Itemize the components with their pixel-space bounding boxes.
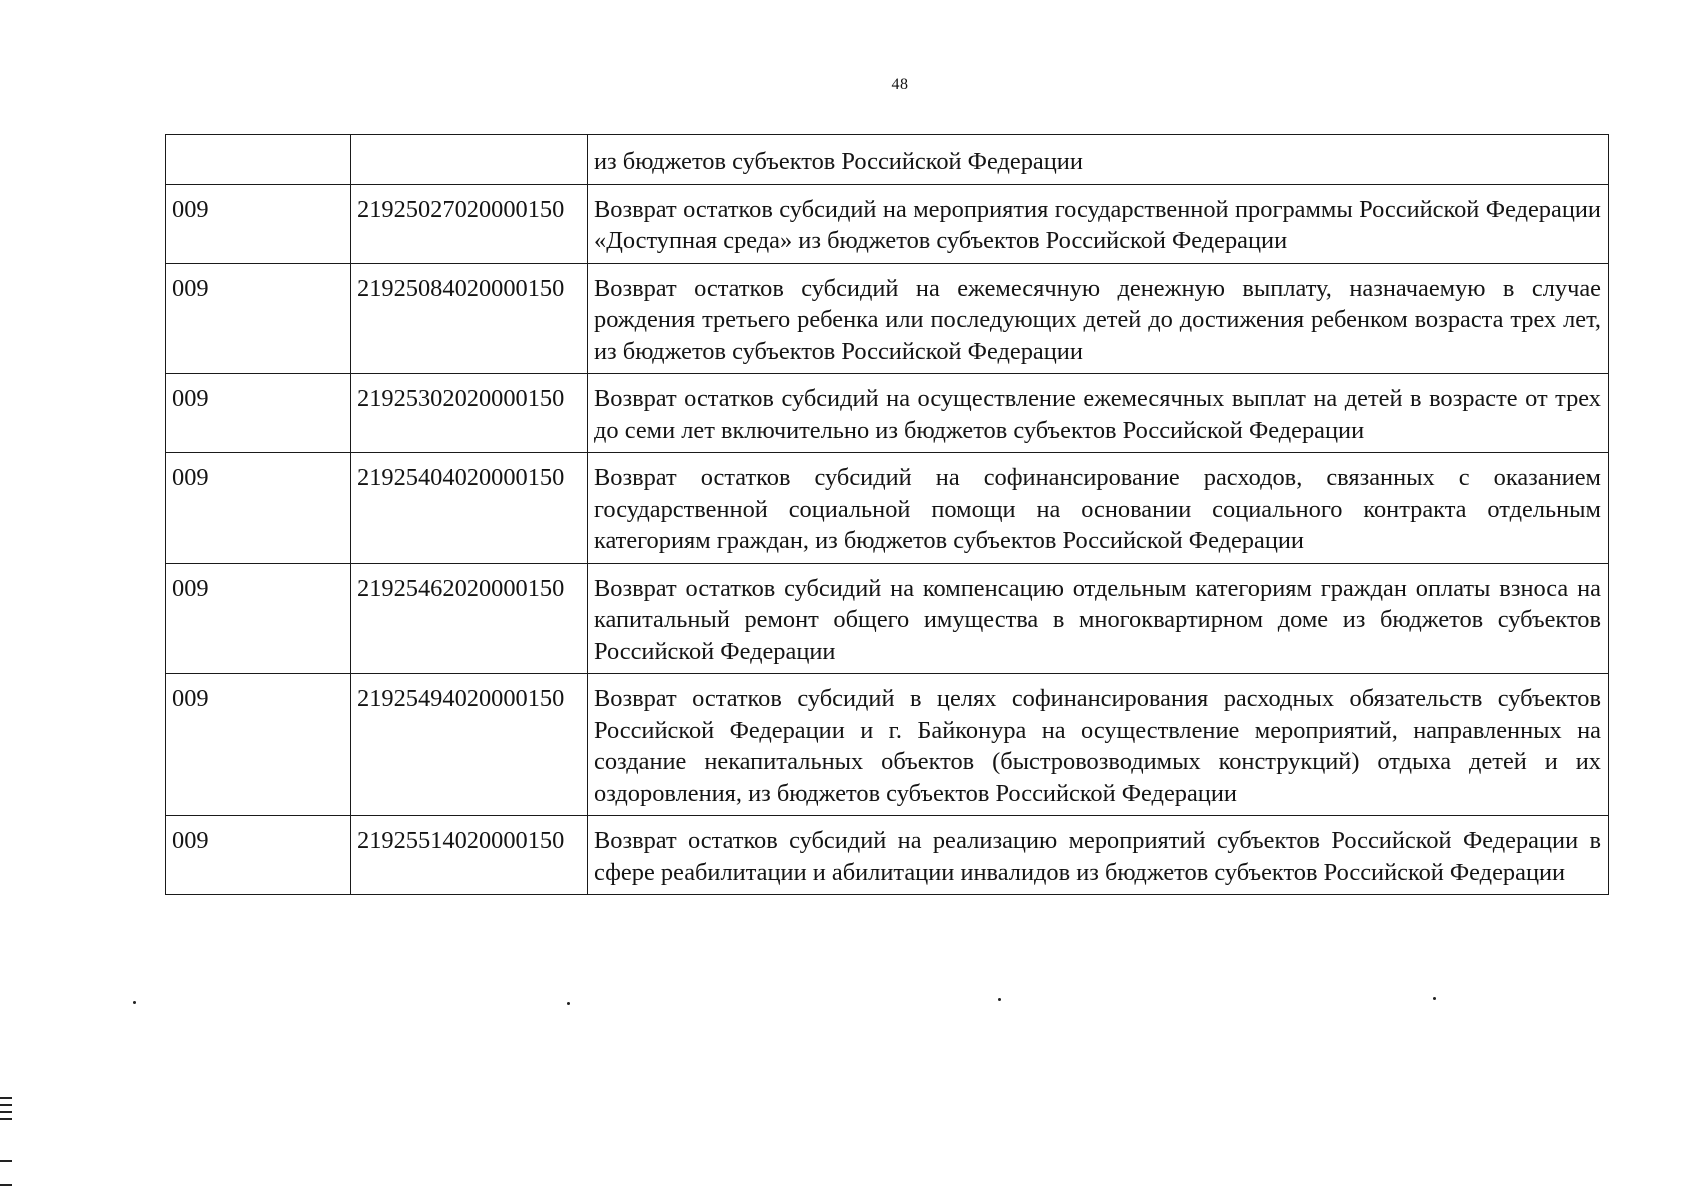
budget-code-cell: 21925302020000150 bbox=[351, 374, 588, 453]
table-row bbox=[166, 816, 1609, 895]
admin-code-cell: 009 bbox=[166, 674, 351, 816]
description-cell: Возврат остатков субсидий на осуществление ежемесячных выплат на детей в возрасте от трех до семи лет включительно из бюджетов субъектов Российской Федерации bbox=[588, 374, 1609, 453]
budget-code-cell: 21925084020000150 bbox=[351, 263, 588, 374]
admin-code-cell: 009 bbox=[166, 816, 351, 895]
table-row bbox=[166, 674, 1609, 816]
table-row bbox=[166, 135, 1609, 185]
admin-code-cell: 009 bbox=[166, 563, 351, 674]
table-row bbox=[166, 453, 1609, 564]
description-cell: Возврат остатков субсидий на компенсацию отдельным категориям граждан оплаты взноса на капитальный ремонт общего имущества в многоквартирном доме из бюджетов субъектов Российской Федерации bbox=[588, 563, 1609, 674]
description-cell: Возврат остатков субсидий на софинансирование расходов, связанных с оказанием государственной социальной помощи на основании социального контракта отдельным категориям граждан, из бюджетов субъектов Российской Федерации bbox=[588, 453, 1609, 564]
description-cell: Возврат остатков субсидий на реализацию мероприятий субъектов Российской Федерации в сфере реабилитации и абилитации инвалидов из бюджетов субъектов Российской Федерации bbox=[588, 816, 1609, 895]
page-number: 48 bbox=[891, 76, 909, 93]
admin-code-cell: 009 bbox=[166, 453, 351, 564]
table-row bbox=[166, 374, 1609, 453]
admin-code-cell bbox=[166, 135, 351, 185]
table-row bbox=[166, 563, 1609, 674]
description-cell: Возврат остатков субсидий на мероприятия государственной программы Российской Федерации «Доступная среда» из бюджетов субъектов Российской Федерации bbox=[588, 184, 1609, 263]
budget-code-cell: 21925404020000150 bbox=[351, 453, 588, 564]
description-cell: из бюджетов субъектов Российской Федерации bbox=[588, 135, 1609, 185]
budget-code-cell bbox=[351, 135, 588, 185]
table-row bbox=[166, 184, 1609, 263]
scan-speck bbox=[1433, 997, 1436, 1000]
budget-code-cell: 21925514020000150 bbox=[351, 816, 588, 895]
admin-code-cell: 009 bbox=[166, 263, 351, 374]
budget-code-cell: 21925462020000150 bbox=[351, 563, 588, 674]
scan-margin-mark bbox=[0, 1160, 12, 1162]
admin-code-cell: 009 bbox=[166, 184, 351, 263]
scan-margin-mark bbox=[0, 1118, 12, 1120]
description-cell: Возврат остатков субсидий в целях софинансирования расходных обязательств субъектов Российской Федерации и г. Байконура на осуществление мероприятий, направленных на создание некапитальных объектов (быстровозводимых конструкций) отдыха детей и их оздоровления, из бюджетов субъектов Российской Федерации bbox=[588, 674, 1609, 816]
admin-code-cell: 009 bbox=[166, 374, 351, 453]
scan-margin-mark bbox=[0, 1184, 12, 1186]
scan-margin-mark bbox=[0, 1111, 12, 1113]
table-row bbox=[166, 263, 1609, 374]
scan-speck bbox=[998, 998, 1001, 1001]
scan-speck bbox=[567, 1002, 570, 1005]
budget-code-cell: 21925027020000150 bbox=[351, 184, 588, 263]
scan-speck bbox=[133, 1001, 136, 1004]
description-cell: Возврат остатков субсидий на ежемесячную денежную выплату, назначаемую в случае рождения третьего ребенка или последующих детей до достижения ребенком возраста трех лет, из бюджетов субъектов Российской Федерации bbox=[588, 263, 1609, 374]
scan-margin-mark bbox=[0, 1104, 12, 1106]
budget-code-cell: 21925494020000150 bbox=[351, 674, 588, 816]
budget-codes-table bbox=[165, 134, 1609, 895]
scan-margin-mark bbox=[0, 1097, 12, 1099]
